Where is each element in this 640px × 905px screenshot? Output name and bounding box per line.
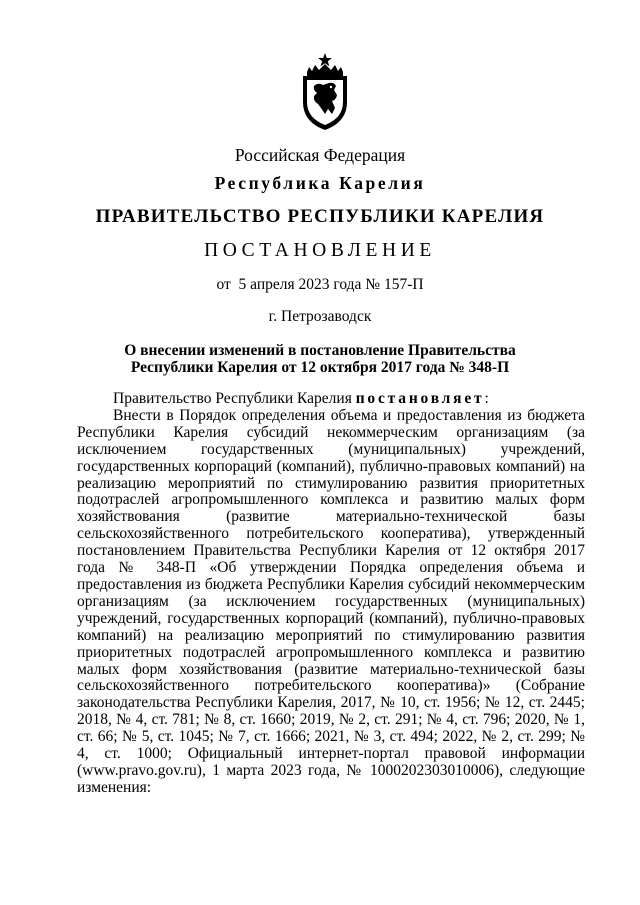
government-name: ПРАВИТЕЛЬСТВО РЕСПУБЛИКИ КАРЕЛИЯ bbox=[95, 206, 545, 227]
document-date-number: от 5 апреля 2023 года № 157-П bbox=[216, 276, 424, 293]
amendment-paragraph: Внести в Порядок определения объема и предоставления из бюджета Республики Карелия субсидий некоммерческим организациям (за исключением государственных (муниципальных) учреждений, государственных корпораций (компаний), публично-правовых компаний) на реализацию мероприятий по стимулированию развития приоритетных подотраслей агропромышленного комплекса и развитию малых форм хозяйствования (развитие материально-технической базы сельскохозяйственного потребительского кооператива), утвержденный постановлением Правительства Республики Карелия от 12 октября 2017 года № 348-П «Об утверждении Порядка определения объема и предоставления из бюджета Республики Карелия субсидий некоммерческим организациям (за исключением государственных (муниципальных) учреждений, государственных корпораций (компаний), публично-правовых компаний) на реализацию мероприятий по стимулированию развития приоритетных подотраслей агропромышленного комплекса и развитию малых форм хозяйствования (развитие материально-технической базы сельскохозяйственного потребительского кооператива)» (Собрание законодательства Республики Карелия, 2017, № 10, ст. 1956; № 12, ст. 2445; 2018, № 4, ст. 781; № 8, ст. 1660; 2019, № 2, ст. 291; № 4, ст. 796; 2020, № 1, ст. 66; № 5, ст. 1045; № 7, ст. 1666; 2021, № 3, ст. 494; 2022, № 2, ст. 299; № 4, ст. 1000; Официальный интернет-портал правовой информации (www.pravo.gov.ru), 1 марта 2023 года, № 1000202303010006), следующие изменения: bbox=[77, 406, 585, 796]
decree-word: постановляет bbox=[355, 390, 485, 407]
document-title-line: О внесении изменений в постановление Правительства bbox=[124, 342, 516, 359]
republic-name: Республика Карелия bbox=[214, 173, 426, 193]
decree-statement bbox=[77, 391, 585, 408]
karelia-coat-of-arms-icon bbox=[299, 52, 351, 132]
country-name: Российская Федерация bbox=[234, 145, 406, 165]
document-city: г. Петрозаводск bbox=[268, 308, 372, 325]
decree-intro: Правительство Республики Карелия bbox=[113, 390, 356, 407]
decree-colon: : bbox=[484, 390, 489, 407]
document-body bbox=[77, 391, 585, 797]
document-title-line: Республики Карелия от 12 октября 2017 года № 348-П bbox=[130, 359, 510, 376]
document-title bbox=[0, 342, 640, 376]
document-type: ПОСТАНОВЛЕНИЕ bbox=[204, 240, 436, 261]
